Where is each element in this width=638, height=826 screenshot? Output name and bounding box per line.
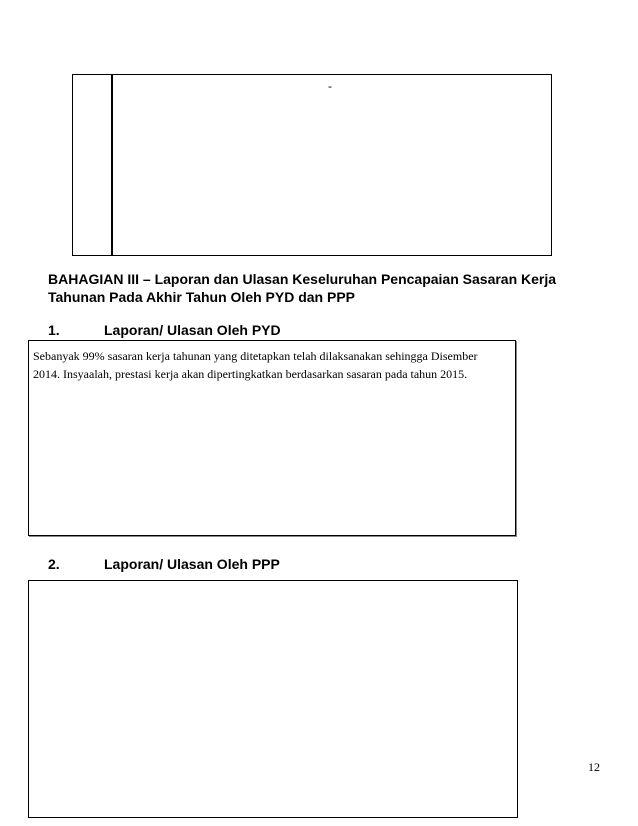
pyd-report-text	[29, 341, 515, 383]
table-column-divider	[111, 75, 113, 255]
table-cell-dash: -	[328, 79, 332, 93]
section-ppp-number: 2.	[48, 556, 60, 572]
section-pyd-number: 1.	[48, 322, 60, 338]
part-three-heading-line-2: Tahunan Pada Akhir Tahun Oleh PYD dan PPP	[48, 289, 356, 305]
section-ppp-heading	[48, 556, 280, 572]
pyd-report-box[interactable]	[28, 340, 516, 536]
pyd-report-line-1: Sebanyak 99% sasaran kerja tahunan yang ditetapkan telah dilaksanakan sehingga Disember	[33, 349, 478, 363]
part-three-heading	[48, 270, 568, 306]
section-ppp-title: Laporan/ Ulasan Oleh PPP	[104, 556, 280, 572]
section-pyd-heading	[48, 322, 281, 338]
section-pyd-title: Laporan/ Ulasan Oleh PYD	[104, 322, 281, 338]
previous-section-table	[72, 74, 552, 256]
ppp-report-box[interactable]	[28, 580, 518, 818]
page-number: 12	[588, 760, 600, 774]
part-three-heading-line-1: BAHAGIAN III – Laporan dan Ulasan Keseluruhan Pencapaian Sasaran Kerja	[48, 271, 557, 287]
pyd-report-line-2: 2014. Insyaalah, prestasi kerja akan dipertingkatkan berdasarkan sasaran pada tahun 2015.	[33, 367, 468, 381]
